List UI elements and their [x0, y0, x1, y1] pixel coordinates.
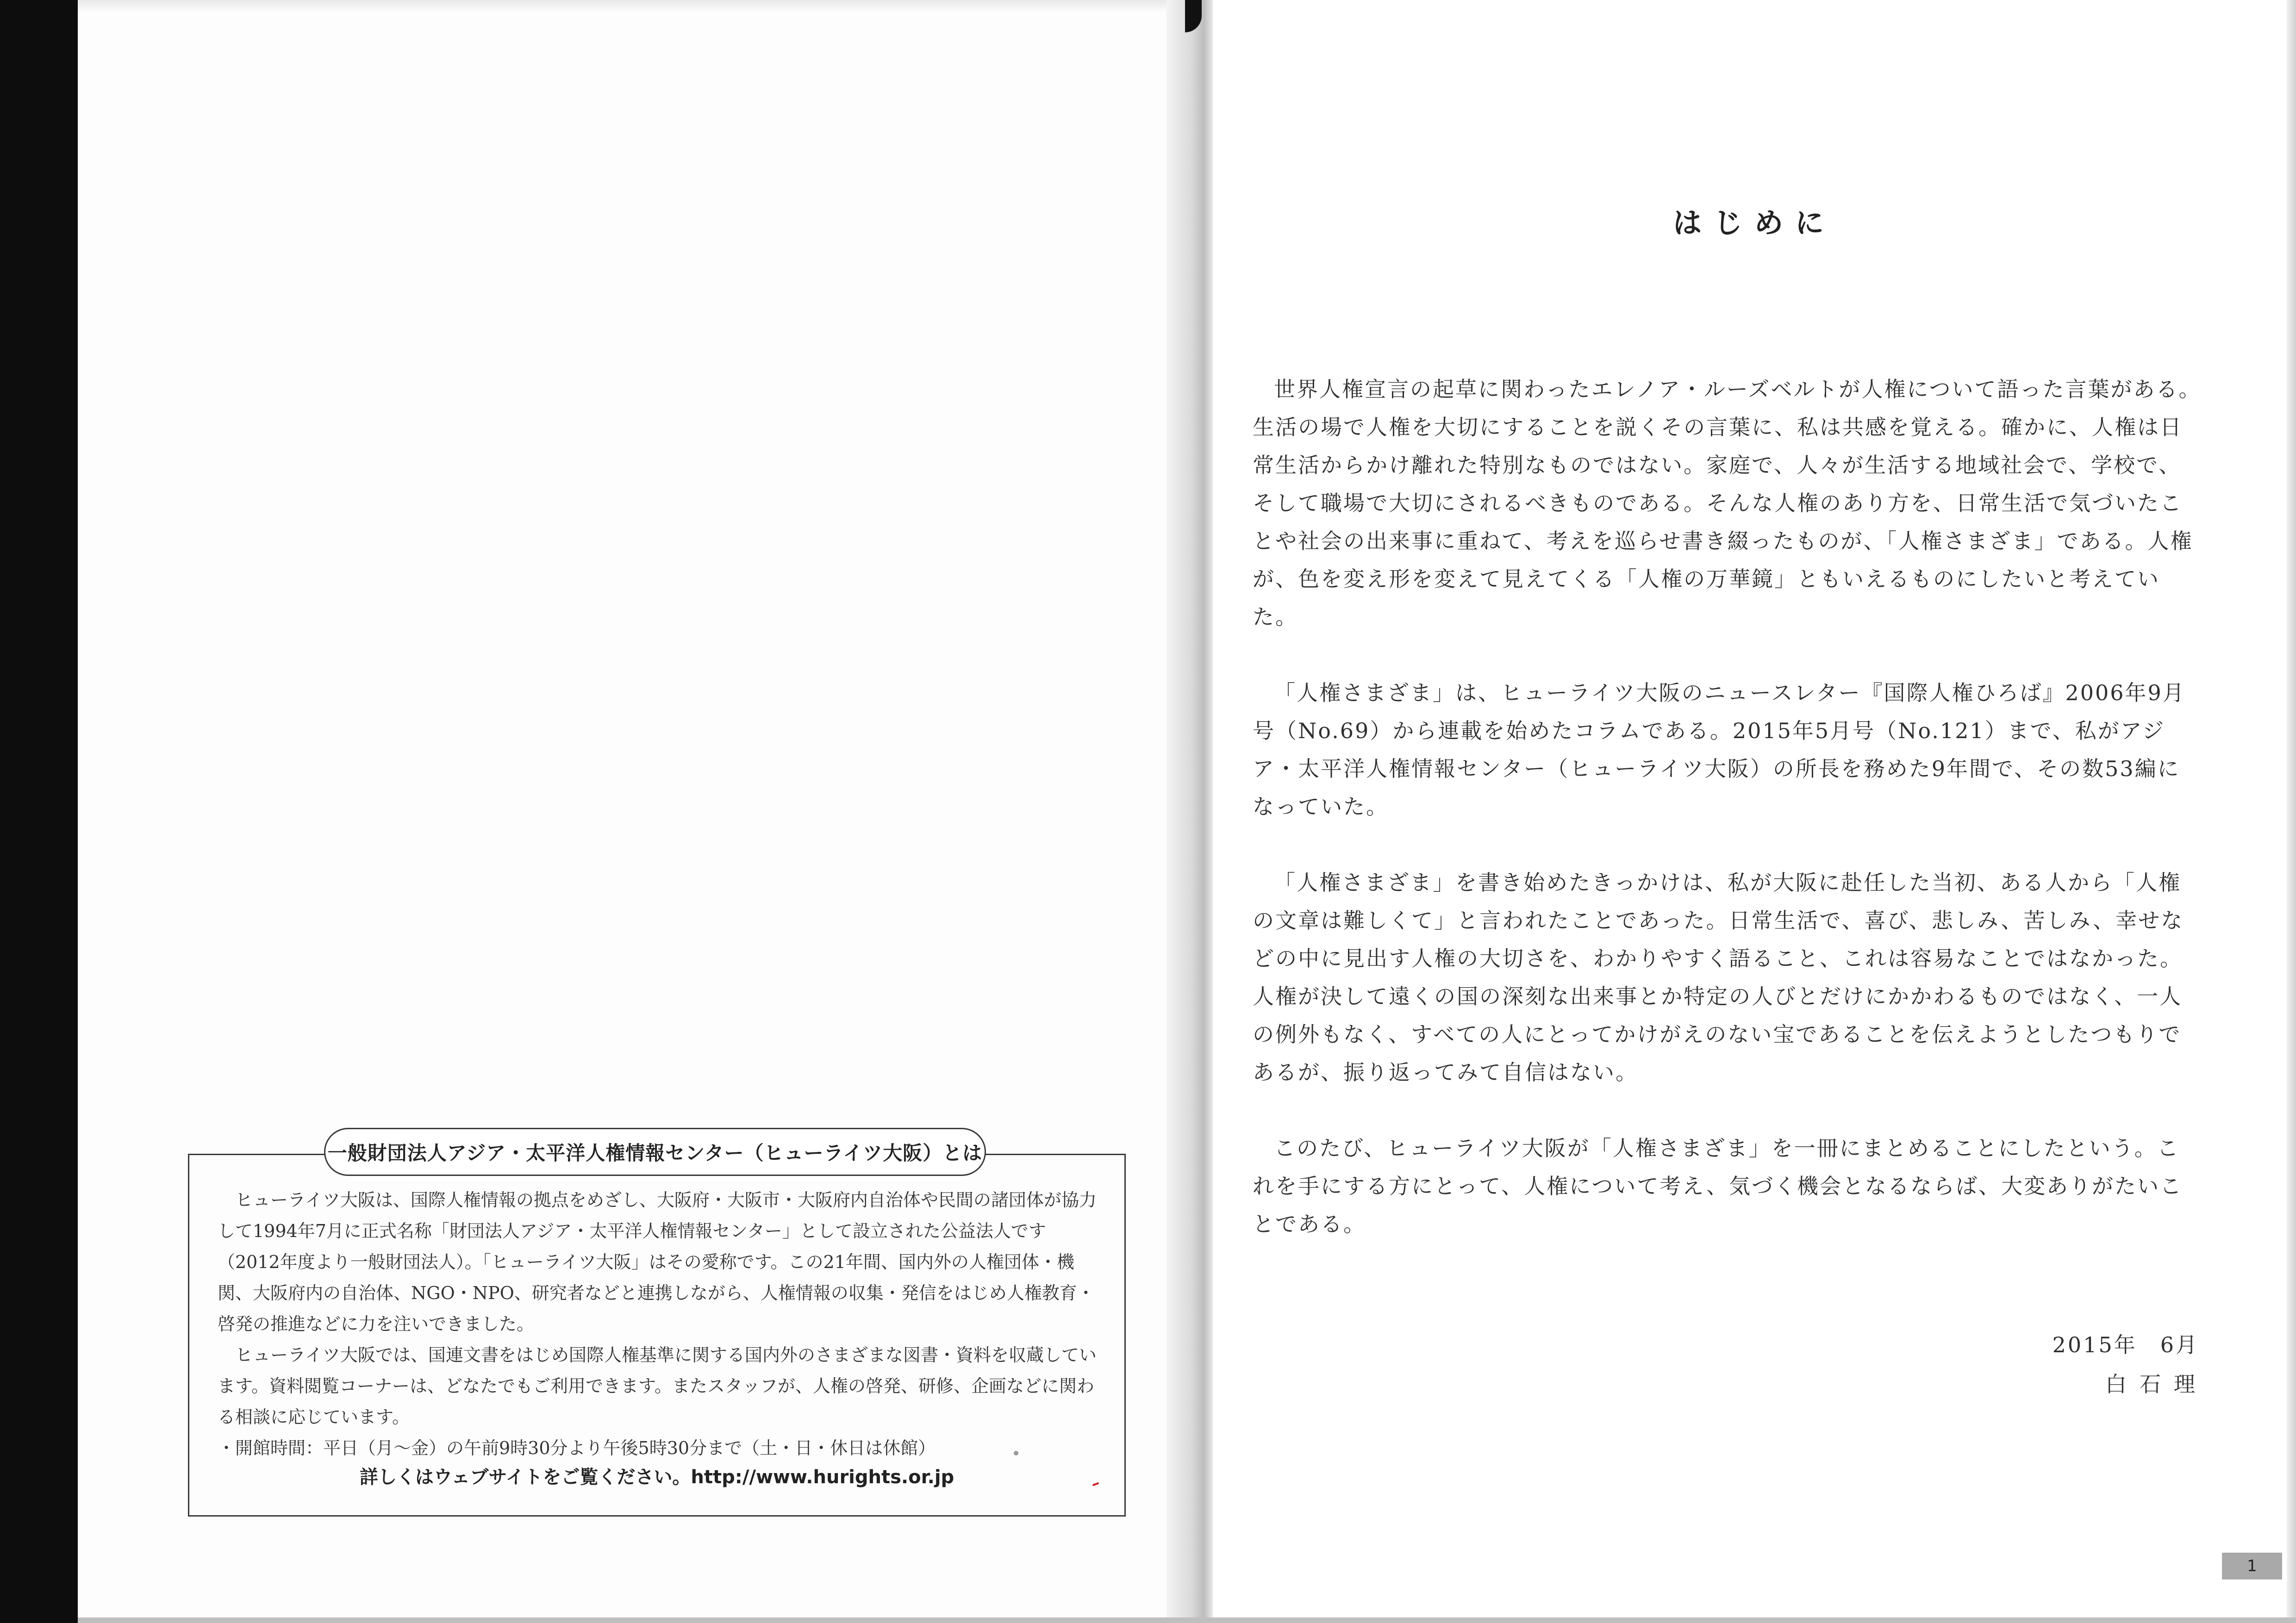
scan-top-edge — [78, 0, 1189, 14]
scan-right-edge — [2287, 0, 2296, 1623]
page-number: 1 — [2222, 1553, 2282, 1579]
signature-date: 2015年 6月 — [2052, 1332, 2199, 1357]
info-paragraph: ヒューライツ大阪では、国連文書をはじめ国際人権基準に関する国内外のさまざまな図書・資料を収蔵しています。資料閲覧コーナーは、どなたでもご利用できます。またスタッフが、人権の啓発、研修、企画などに関わる相談に応じています。 — [218, 1345, 1097, 1427]
scan-dot — [1014, 1451, 1018, 1455]
opening-hours: ・開館時間：平日（月～金）の午前9時30分より午後5時30分まで（土・日・休日は休館） — [218, 1438, 936, 1458]
preface-paragraph: このたび、ヒューライツ大阪が「人権さまざま」を一冊にまとめることにしたという。これを手にする方にとって、人権について考え、気づく機会となるならば、大変ありがたいことである。 — [1253, 1136, 2183, 1237]
info-box-title: 一般財団法人アジア・太平洋人権情報センター（ヒューライツ大阪）とは — [324, 1128, 986, 1176]
preface-paragraph: 世界人権宣言の起草に関わったエレノア・ルーズベルトが人権について語った言葉がある。生活の場で人権を大切にすることを説くその言葉に、私は共感を覚える。確かに、人権は日常生活からかけ離れた特別なものではない。家庭で、人々が生活する地域社会で、学校で、そして職場で大切にされるべきものである。そんな人権のあり方を、日常生活で気づいたことや社会の出来事に重ねて、考えを巡らせ書き綴ったものが、「人権さまざま」である。人権が、色を変え形を変えて見えてくる「人権の万華鏡」ともいえるものにしたいと考えていた。 — [1253, 377, 2202, 629]
info-box-body — [218, 1185, 1106, 1464]
scan-bottom-edge — [78, 1617, 2296, 1623]
book-gutter — [1167, 0, 1213, 1623]
preface-paragraph: 「人権さまざま」を書き始めたきっかけは、私が大阪に赴任した当初、ある人から「人権の文章は難しくて」と言われたことであった。日常生活で、喜び、悲しみ、苦しみ、幸せなどの中に見出す人権の大切さを、わかりやすく語ること、これは容易なことではなかった。人権が決して遠くの国の深刻な出来事とか特定の人びとだけにかかわるものではなく、一人の例外もなく、すべての人にとってかけがえのない宝であることを伝えようとしたつもりであるが、振り返ってみて自信はない。 — [1253, 870, 2184, 1085]
page-title: はじめに — [1672, 206, 1836, 240]
scan-left-edge — [0, 0, 78, 1623]
preface-body — [1253, 370, 2202, 1281]
info-paragraph: ヒューライツ大阪は、国際人権情報の拠点をめざし、大阪府・大阪市・大阪府内自治体や民間の諸団体が協力して1994年7月に正式名称「財団法人アジア・太平洋人権情報センター」として設立された公益法人です（2012年度より一般財団法人）。「ヒューライツ大阪」はその愛称です。この21年間、国内外の人権団体・機関、大阪府内の自治体、NGO・NPO、研究者などと連携しながら、人権情報の収集・発信をはじめ人権教育・啓発の推進などに力を注いできました。 — [218, 1190, 1097, 1334]
preface-paragraph: 「人権さまざま」は、ヒューライツ大阪のニュースレター『国際人権ひろば』2006年9月号（No.69）から連載を始めたコラムである。2015年5月号（No.121）まで、私がアジア・太平洋人権情報センター（ヒューライツ大阪）の所長を務めた9年間で、その数53編になっていた。 — [1253, 680, 2185, 819]
website-line: 詳しくはウェブサイトをご覧ください。http://www.hurights.or.jp — [359, 1467, 955, 1488]
signature-author: 白石理 — [2105, 1372, 2208, 1397]
